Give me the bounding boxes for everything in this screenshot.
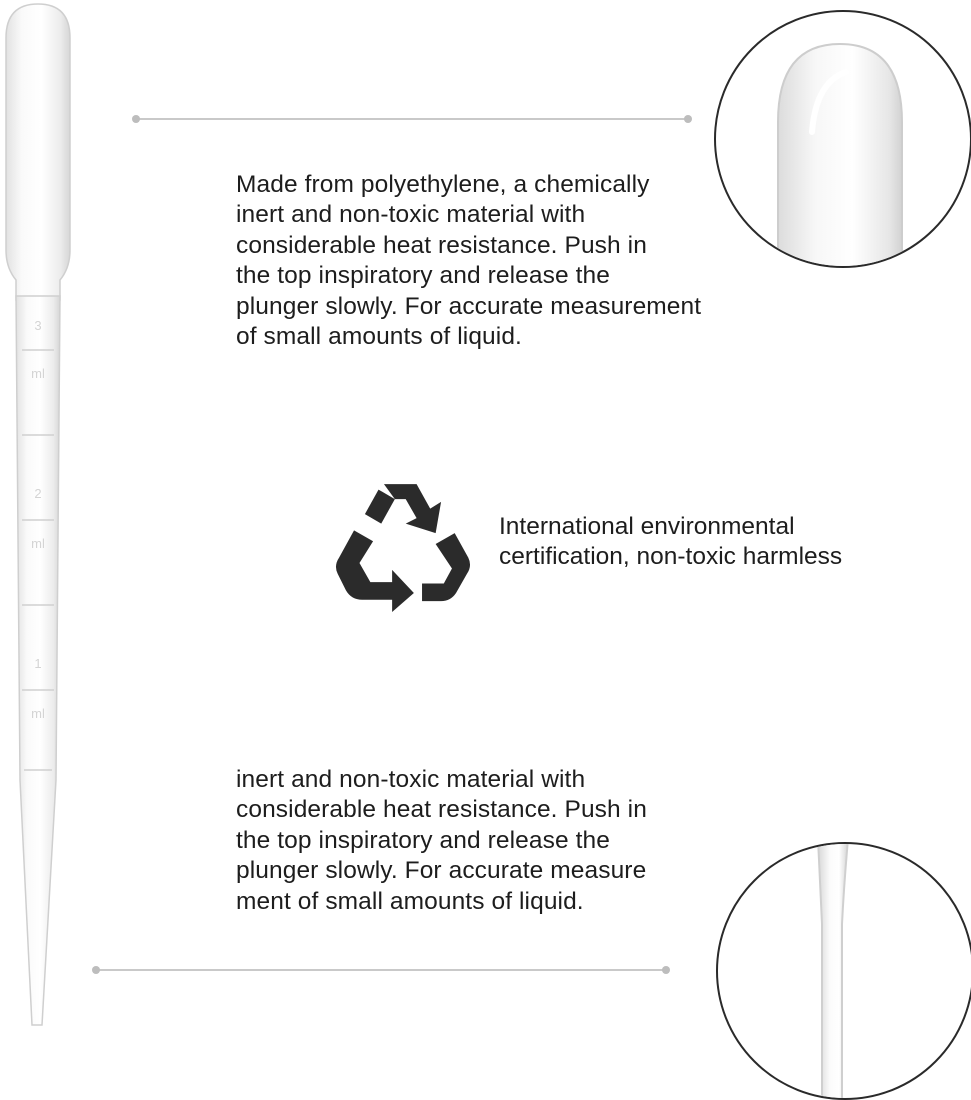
description-line: considerable heat resistance. Push in [236,231,647,259]
certification-line: certification, non-toxic harmless [499,543,843,571]
recycle-icon [334,476,472,612]
zoom-circle-bulb [714,10,971,268]
pipette-scale-label: 3 [34,318,42,333]
description-top [236,170,701,352]
certification-line: International environmental [499,513,795,540]
certification-text [499,512,842,573]
pipette-image [0,0,90,1040]
divider-dot [684,115,692,123]
bottom-divider [96,969,666,971]
description-line: the top inspiratory and release the [236,826,610,854]
description-line: the top inspiratory and release the [236,262,610,290]
tip-closeup-image [718,844,971,1098]
pipette-scale-label: 1 [34,656,42,671]
pipette-scale-label: ml [31,536,45,551]
pipette-scale-label: ml [31,366,45,381]
pipette-scale-label: 2 [34,486,42,501]
description-line: Made from polyethylene, a chemically [236,171,650,198]
pipette-illustration [0,0,90,1040]
divider-dot [132,115,140,123]
pipette-scale-label: ml [31,706,45,721]
description-line: of small amounts of liquid. [236,323,522,351]
description-line: inert and non-toxic material with [236,201,586,229]
description-line: plunger slowly. For accurate measure [236,857,647,885]
description-line: plunger slowly. For accurate measurement [236,292,702,320]
description-bottom [236,765,647,917]
top-divider [136,118,688,120]
divider-dot [92,966,100,974]
zoom-circle-tip [716,842,971,1100]
divider-dot [662,966,670,974]
description-line: ment of small amounts of liquid. [236,887,584,915]
description-line: inert and non-toxic material with [236,766,586,793]
bulb-closeup-image [716,12,970,266]
description-line: considerable heat resistance. Push in [236,796,647,824]
